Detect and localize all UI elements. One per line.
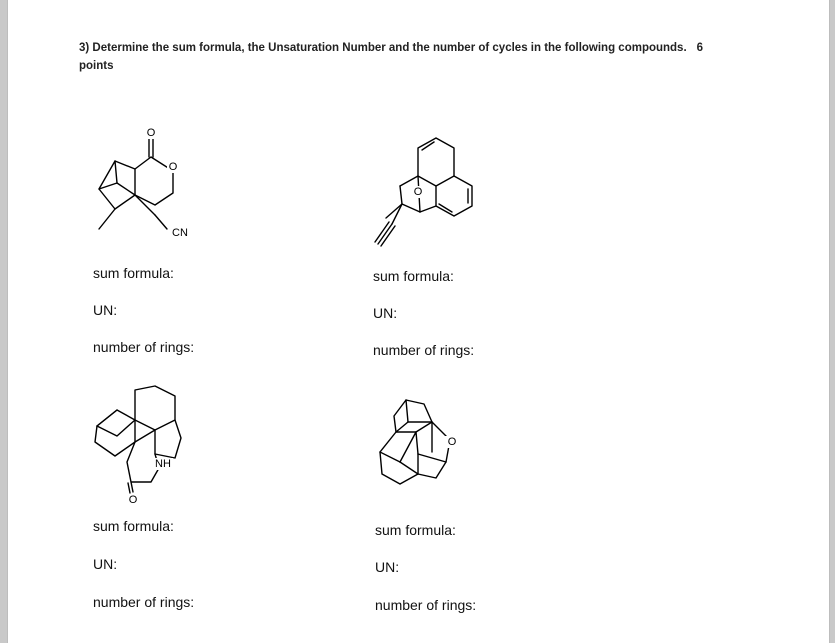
compound-1-carbonyl-oxygen: O (146, 127, 156, 139)
points-word: points (79, 60, 114, 72)
compound-2-bridge-oxygen: O (413, 186, 423, 198)
compound-1-ring-oxygen: O (168, 161, 178, 173)
compound-3-sum-formula-label: sum formula: (93, 518, 174, 534)
compound-1-nitrile-group: CN (172, 227, 188, 239)
question-text (79, 39, 779, 75)
compound-1-sum-formula-label: sum formula: (93, 265, 174, 281)
compound-2-rings-label: number of rings: (373, 342, 475, 358)
compound-3-carbonyl-oxygen: O (128, 494, 138, 506)
compound-3-amine-group: NH (155, 458, 171, 470)
points-value: 6 (696, 42, 704, 54)
compound-2-sum-formula-label: sum formula: (373, 268, 454, 284)
compound-2-structure (362, 128, 492, 248)
compound-3-rings-label: number of rings: (93, 594, 195, 610)
compound-4-structure (366, 392, 496, 502)
compound-4-ring-oxygen: O (447, 436, 457, 448)
compound-1-rings-label: number of rings: (93, 339, 195, 355)
compound-3-un-label: UN: (93, 556, 118, 572)
worksheet-page (7, 0, 830, 643)
compound-4-un-label: UN: (375, 559, 400, 575)
question-prompt: 3) Determine the sum formula, the Unsaturation Number and the number of cycles in the following compounds. (79, 42, 687, 54)
compound-4-sum-formula-label: sum formula: (375, 522, 456, 538)
compound-1-structure (85, 125, 215, 245)
compound-1-un-label: UN: (93, 302, 118, 318)
compound-3-structure (85, 380, 215, 510)
compound-4-rings-label: number of rings: (375, 597, 477, 613)
compound-2-un-label: UN: (373, 305, 398, 321)
